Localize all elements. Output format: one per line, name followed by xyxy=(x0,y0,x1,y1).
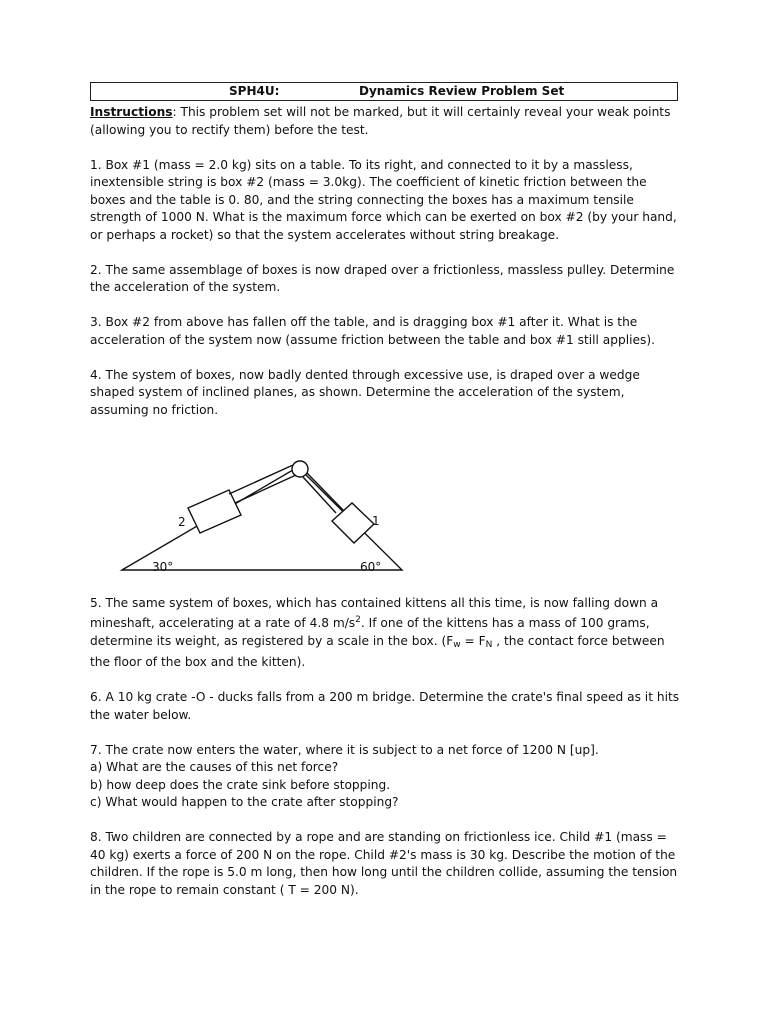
problem-2: 2. The same assemblage of boxes is now draped over a frictionless, massless pulley. Determine the acceleration of the system. xyxy=(90,262,675,294)
superscript-2: 2 xyxy=(355,615,361,625)
problem-7-part-a: a) What are the causes of this net force? xyxy=(90,760,339,774)
problem-5 xyxy=(90,595,680,672)
problem-8: 8. Two children are connected by a rope and are standing on frictionless ice. Child #1 (mass = 40 kg) exerts a force of 200 N on the rope. Child #2's mass is 30 kg. Describe the motion of the children. If the rope is 5.0 m long, then how long until the children collide, assuming the tension in the rope to remain constant ( T = 200 N). xyxy=(90,830,678,897)
problem-5-text-eq: = F xyxy=(460,633,486,648)
inclined-planes-diagram xyxy=(90,427,680,585)
header-box xyxy=(90,82,678,101)
label-box-1: 1 xyxy=(372,513,380,528)
problem-7-intro: 7. The crate now enters the water, where it is subject to a net force of 1200 N [up]. xyxy=(90,742,599,757)
string-right xyxy=(307,473,344,511)
problem-5-text-cont: . If one of the kittens has a mass of 100 grams, determine its weight, as registered by a scale in the box. (F xyxy=(90,616,650,648)
angle-30-label: 30° xyxy=(152,559,174,574)
problem-1: 1. Box #1 (mass = 2.0 kg) sits on a table. To its right, and connected to it by a massless, inextensible string is box #2 (mass = 3.0kg). The coefficient of kinetic friction between the boxes and the table is 0. 80, and the string connecting the boxes has a maximum tensile strength of 1000 N. What is the maximum force which can be exerted on box #2 (by your hand, or perhaps a rocket) so that the system accelerates without string breakage. xyxy=(90,157,677,242)
angle-60-label: 60° xyxy=(360,559,382,574)
string-right-lower xyxy=(303,477,336,513)
subscript-n: N xyxy=(485,639,493,650)
problem-7 xyxy=(90,742,680,812)
string-left xyxy=(229,465,293,494)
subscript-w: w xyxy=(453,639,461,650)
instructions-label: Instructions xyxy=(90,105,173,119)
course-code: SPH4U: xyxy=(229,84,280,98)
pulley-icon xyxy=(292,461,308,477)
problem-7-part-c: c) What would happen to the crate after stopping? xyxy=(90,795,399,809)
label-box-2: 2 xyxy=(178,514,186,529)
problem-3: 3. Box #2 from above has fallen off the table, and is dragging box #1 after it. What is the acceleration of the system now (assume friction between the table and box #1 still applies). xyxy=(90,315,655,347)
problem-7-part-b: b) how deep does the crate sink before stopping. xyxy=(90,777,391,792)
problem-6: 6. A 10 kg crate -O - ducks falls from a 200 m bridge. Determine the crate's final speed as it hits the water below. xyxy=(90,690,680,722)
problem-5-text-end: , the contact force between the floor of the box and the kitten). xyxy=(90,633,665,669)
problem-5-text: 5. The same system of boxes, which has contained kittens all this time, is now falling down a mineshaft, accelerating at a rate of 4.8 m/s xyxy=(90,595,659,630)
problem-4: 4. The system of boxes, now badly dented through excessive use, is draped over a wedge shaped system of inclined planes, as shown. Determine the acceleration of the system, assuming no friction. xyxy=(90,367,640,417)
string-left-lower xyxy=(235,475,296,503)
instructions xyxy=(90,104,680,139)
instructions-text: : This problem set will not be marked, but it will certainly reveal your weak points (allowing you to rectify them) before the test. xyxy=(90,105,671,137)
page-title: Dynamics Review Problem Set xyxy=(359,84,565,98)
problem-set-body xyxy=(90,104,680,917)
